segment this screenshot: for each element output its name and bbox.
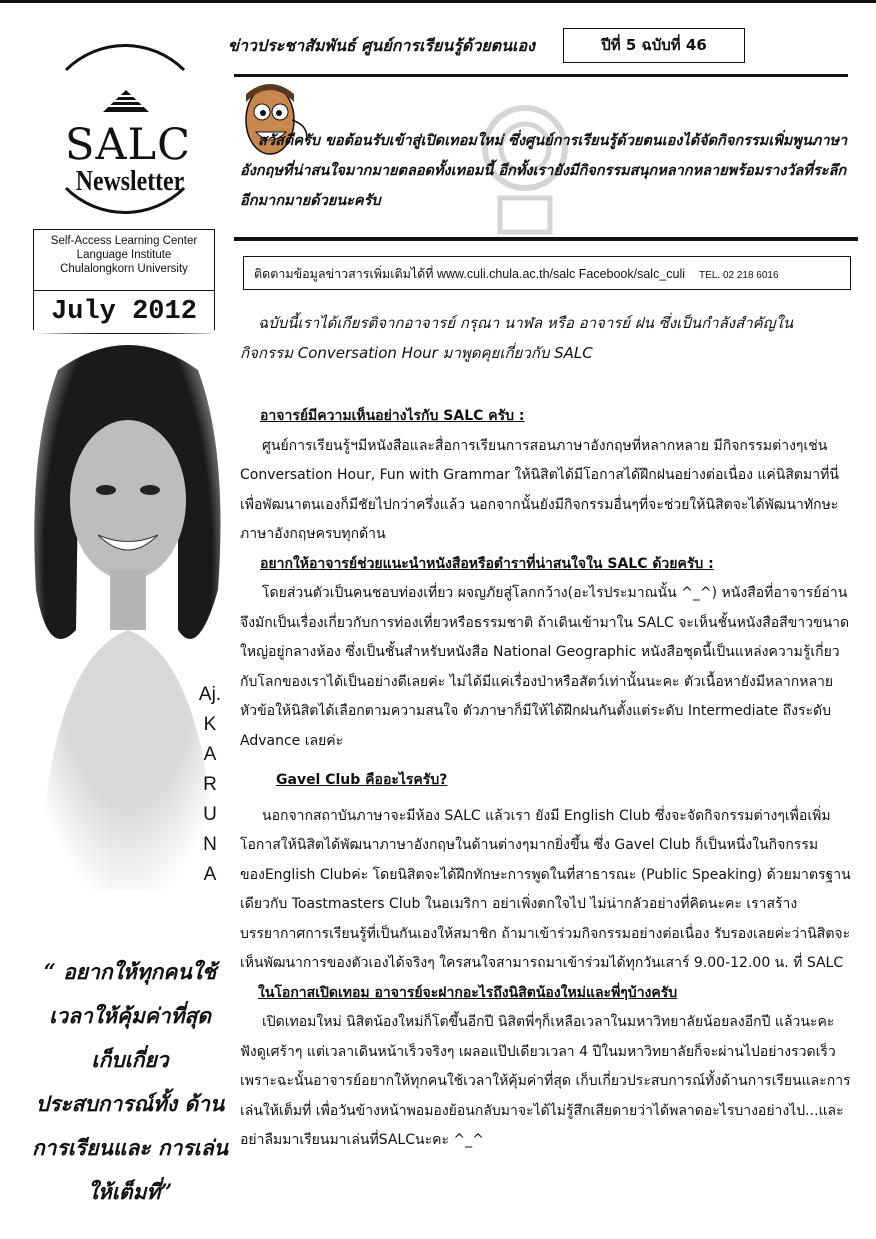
- contact-box: [243, 256, 851, 290]
- issue-date: July 2012: [51, 297, 197, 327]
- question-heading: ในโอกาสเปิดเทอม อาจารย์จะฝากอะไรถึงนิสิตน้องใหม่และพี่ๆบ้างครับ: [258, 984, 678, 1001]
- salc-logo-icon: [103, 90, 149, 112]
- org-line-2: Language Institute: [76, 249, 172, 261]
- date-box: [33, 290, 215, 334]
- interviewee-name-vertical: [190, 680, 230, 890]
- lead-paragraph: [240, 308, 850, 368]
- logo-salc-text: SALC: [65, 120, 191, 170]
- name-letter: A: [203, 744, 217, 765]
- name-letter: R: [203, 774, 217, 795]
- question-heading: Gavel Club คืออะไรครับ?: [276, 772, 448, 788]
- interview-body: [240, 402, 852, 1156]
- name-letter: Aj.: [198, 684, 222, 705]
- issue-number: ปีที่ 5 ฉบับที่ 46: [563, 28, 745, 63]
- name-letter: N: [203, 834, 217, 855]
- top-border: [0, 0, 876, 3]
- name-letter: A: [203, 864, 217, 885]
- contact-text: ติดตามข้อมูลข่าวสารเพิ่มเติมได้ที่ www.culi.chula.ac.th/salc Facebook/salc_culi: [254, 267, 686, 281]
- pull-quote: “ อยากให้ทุกคนใช้ เวลาให้คุ้มค่าที่สุด เก็บเกี่ยว ประสบการณ์ทั้ง ด้านการเรียนและ การเล่นให้เต็มที่”: [31, 959, 229, 1204]
- intro-paragraph: [240, 126, 850, 216]
- answer-paragraph: นอกจากสถาบันภาษาจะมีห้อง SALC แล้วเรา ยังมี English Club ซึ่งจะจัดกิจกรรมต่างๆเพื่อเพิ่มโอกาสให้นิสิตได้พัฒนาภาษาอังกฤษในด้านต่างๆมากยิ่งขึ้น ซึ่ง Gavel Club ก็เป็นหนึ่งในกิจกรรมของEnglish Clubค่ะ โดยนิสิตจะได้ฝึกทักษะการพูดในที่สาธารณะ (Public Speaking) ด้วยมาตรฐานเดียวกับ Toastmasters Club ในอเมริกา อย่าเพิ่งตกใจไป ไม่น่ากลัวอย่างที่คิดนะคะ เราสร้างบรรยากาศการเรียนรู้ที่เป็นกันเองให้สมาชิก ถ้ามาเข้าร่วมกิจกรรมอย่างต่อเนื่อง รับรองเลยค่ะว่านิสิตจะเห็นพัฒนาการของตัวเองได้จริงๆ ใครสนใจสามารถมาเข้าร่วมได้ทุกวันเสาร์ 9.00-12.00 น. ที่ SALC: [240, 807, 851, 971]
- contact-tel: TEL. 02 218 6016: [699, 270, 779, 281]
- intro-rule: [234, 237, 858, 241]
- header-rule: [234, 74, 848, 77]
- intro-text: สวัสดีครับ ขอต้อนรับเข้าสู่เปิดเทอมใหม่ ซึ่งศูนย์การเรียนรู้ด้วยตนเองได้จัดกิจกรรมเพิ่มพูนภาษาอังกฤษที่น่าสนใจมากมายตลอดทั้งเทอมนี้ อีกทั้งเรายังมีกิจกรรมสนุกหลากหลายพร้อมรางวัลที่ระลึกอีกมากมายด้วยนะครับ: [240, 133, 848, 209]
- lead-text: ฉบับนี้เราได้เกียรติจากอาจารย์ กรุณา นาฬล หรือ อาจารย์ ฝน ซึ่งเป็นกำลังสำคัญใน กิจกรรม Conversation Hour มาพูดคุยเกี่ยวกับ SALC: [240, 314, 794, 362]
- org-box: [33, 229, 215, 291]
- question-heading: อยากให้อาจารย์ช่วยแนะนำหนังสือหรือตำราที่น่าสนใจใน SALC ด้วยครับ :: [260, 555, 714, 572]
- name-letter: U: [203, 804, 217, 825]
- org-line-1: Self-Access Learning Center: [50, 235, 198, 247]
- answer-paragraph: เปิดเทอมใหม่ นิสิตน้องใหม่ก็โตขึ้นอีกปี นิสิตพี่ๆก็เหลือเวลาในมหาวิทยาลัยน้อยลงอีกปี แล้วนะคะ ฟังดูเศร้าๆ แต่เวลาเดินหน้าเร็วจริงๆ เผลอแป๊ปเดียวเวลา 4 ปีในมหาวิทยาลัยก็จะผ่านไปอย่างรวดเร็ว เพราะฉะนั้นอาจารย์อยากให้ทุกคนใช้เวลาให้คุ้มค่าที่สุด เก็บเกี่ยวประสบการณ์ทั้งด้านการเรียนและการเล่นให้เต็มที่ เพื่อวันข้างหน้าพอมองย้อนกลับมาจะได้ไม่รู้สึกเสียดายว่าได้พลาดอะไรบางอย่างไป...และอย่าลืมมาเรียนมาเล่นที่SALCนะคะ ^_^: [240, 1014, 851, 1148]
- newsletter-header-title: ข่าวประชาสัมพันธ์ ศูนย์การเรียนรู้ด้วยตนเอง: [228, 36, 535, 55]
- answer-paragraph: โดยส่วนตัวเป็นคนชอบท่องเที่ยว ผจญภัยสู่โลกกว้าง(อะไรประมาณนั้น ^_^) หนังสือที่อาจารย์อ่านจึงมักเป็นเรื่องเกี่ยวกับการท่องเที่ยวหรือธรรมชาติ ถ้าเดินเข้ามาใน SALC จะเห็นชั้นหนังสือสีขาวขนาดใหญ่อยู่กลางห้อง ซึ่งเป็นชั้นสำหรับหนังสือ National Geographic หนังสือชุดนี้เป็นแหล่งความรู้เกี่ยวกับโลกของเราได้เป็นอย่างดีเลยค่ะ ไม่ได้มีแค่เรื่องป่าหรือสัตว์เท่านั้นนะคะ ตัวเนื้อหายังมีหลากหลายหัวข้อให้นิสิตได้เลือกตามความสนใจ ตัวภาษาก็มีให้ได้ฝึกฝนกันตั้งแต่ระดับ Intermediate ถึงระดับ Advance เลยค่ะ: [240, 585, 850, 749]
- answer-paragraph: ศูนย์การเรียนรู้ฯมีหนังสือและสื่อการเรียนการสอนภาษาอังกฤษที่หลากหลาย มีกิจกรรมต่างๆเช่น Conversation Hour, Fun with Grammar ให้นิสิตได้มีโอกาสได้ฝึกฝนอย่างต่อเนื่อง แค่นิสิตมาที่นี่เพื่อพัฒนาตนเองก็มีชัยไปกว่าครึ่งแล้ว นอกจากนั้นยังมีกิจกรรมอื่นๆที่จะช่วยให้นิสิตจะได้พัฒนาทักษะภาษาอังกฤษครบทุกด้าน: [240, 437, 839, 542]
- org-line-3: Chulalongkorn University: [60, 263, 188, 275]
- name-letter: K: [203, 714, 217, 735]
- question-heading: อาจารย์มีความเห็นอย่างไรกับ SALC ครับ :: [260, 408, 525, 424]
- logo-newsletter-text: Newsletter: [75, 166, 185, 197]
